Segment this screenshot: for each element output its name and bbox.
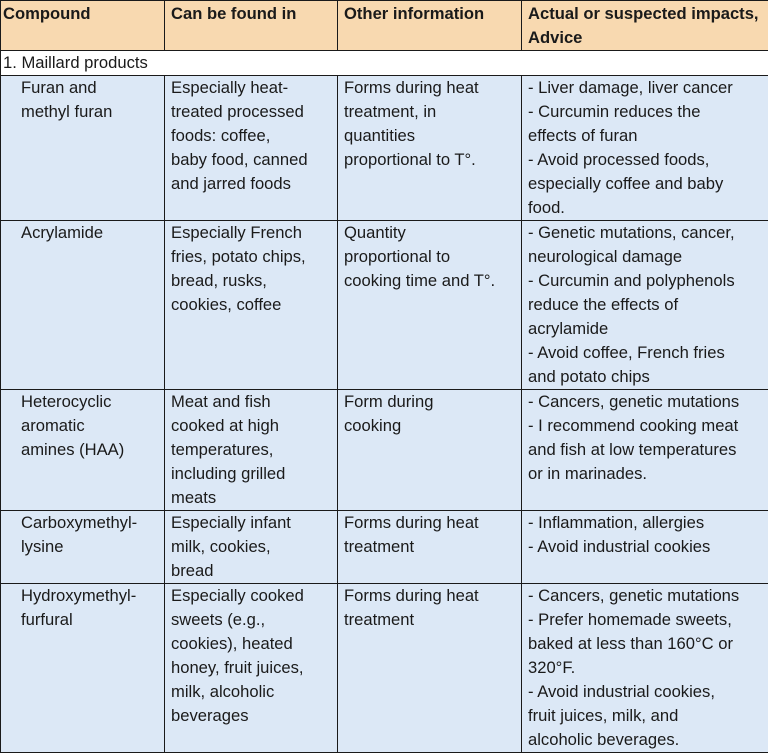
found-in-cell: Meat and fish cooked at high temperatures, including grilled meats xyxy=(165,390,338,511)
table-row xyxy=(1,221,768,390)
impacts-cell: - Genetic mutations, cancer, neurological damage - Curcumin and polyphenols reduce the effects of acrylamide - Avoid coffee, French fries and potato chips xyxy=(522,221,768,390)
other-info-cell: Quantity proportional to cooking time and T°. xyxy=(338,221,522,390)
compound-cell: Acrylamide xyxy=(1,221,165,390)
table-row xyxy=(1,390,768,511)
found-in-cell: Especially French fries, potato chips, bread, rusks, cookies, coffee xyxy=(165,221,338,390)
header-row xyxy=(1,1,768,51)
impacts-cell: - Cancers, genetic mutations - Prefer homemade sweets, baked at less than 160°C or 320°F. - Avoid industrial cookies, fruit juices, milk, and alcoholic beverages. xyxy=(522,584,768,753)
found-in-cell: Especially heat- treated processed foods: coffee, baby food, canned and jarred foods xyxy=(165,76,338,221)
header-compound: Compound xyxy=(1,1,165,51)
compound-cell: Hydroxymethyl- furfural xyxy=(1,584,165,753)
other-info-cell: Form during cooking xyxy=(338,390,522,511)
header-impacts-advice: Actual or suspected impacts, Advice xyxy=(522,1,768,51)
table-row xyxy=(1,511,768,584)
impacts-cell: - Inflammation, allergies - Avoid industrial cookies xyxy=(522,511,768,584)
section-title: 1. Maillard products xyxy=(1,51,768,76)
other-info-cell: Forms during heat treatment xyxy=(338,511,522,584)
impacts-cell: - Liver damage, liver cancer - Curcumin reduces the effects of furan - Avoid processed foods, especially coffee and baby food. xyxy=(522,76,768,221)
header-other-information: Other information xyxy=(338,1,522,51)
section-row xyxy=(1,51,768,76)
other-info-cell: Forms during heat treatment, in quantities proportional to T°. xyxy=(338,76,522,221)
other-info-cell: Forms during heat treatment xyxy=(338,584,522,753)
compound-cell: Furan and methyl furan xyxy=(1,76,165,221)
table-row xyxy=(1,76,768,221)
found-in-cell: Especially cooked sweets (e.g., cookies), heated honey, fruit juices, milk, alcoholic beverages xyxy=(165,584,338,753)
found-in-cell: Especially infant milk, cookies, bread xyxy=(165,511,338,584)
compound-cell: Heterocyclic aromatic amines (HAA) xyxy=(1,390,165,511)
compound-cell: Carboxymethyl- lysine xyxy=(1,511,165,584)
header-found-in: Can be found in xyxy=(165,1,338,51)
table-row xyxy=(1,584,768,753)
impacts-cell: - Cancers, genetic mutations - I recommend cooking meat and fish at low temperatures or in marinades. xyxy=(522,390,768,511)
